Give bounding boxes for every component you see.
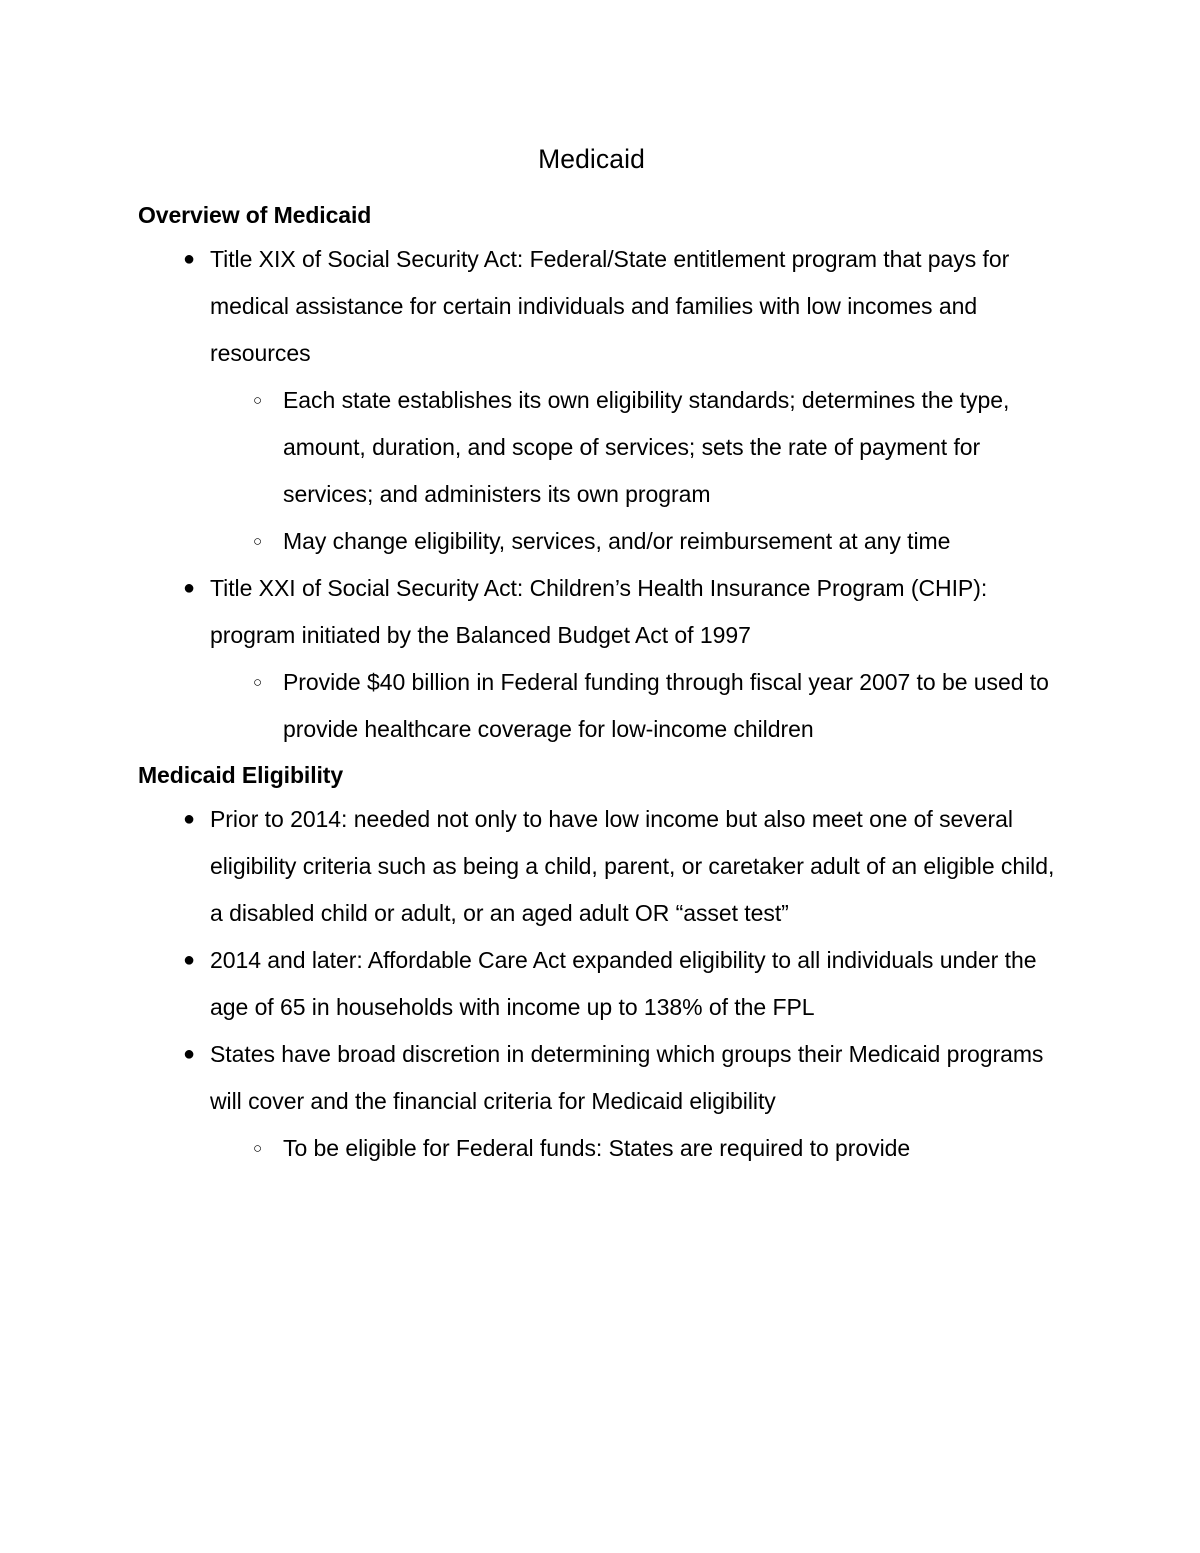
page-title: Medicaid	[538, 144, 645, 174]
sublist-container	[138, 1125, 1063, 1172]
sub-list-item-text: To be eligible for Federal funds: States are required to provide	[283, 1135, 911, 1161]
list-item-text: Title XIX of Social Security Act: Federal/State entitlement program that pays for medical assistance for certain individuals and families with low incomes and resources	[210, 246, 1010, 366]
list-item	[138, 796, 1063, 937]
bullet-circle-icon: ○	[253, 533, 263, 550]
bullet-circle-icon: ○	[253, 392, 263, 409]
section-heading-medicaid-eligibility: Medicaid Eligibility	[138, 762, 344, 788]
bullet-list-level2	[138, 377, 1063, 565]
list-item-text: States have broad discretion in determining which groups their Medicaid programs will cover and the financial criteria for Medicaid eligibility	[210, 1041, 1044, 1114]
list-item	[138, 937, 1063, 1031]
bullet-list-level2	[138, 1125, 1063, 1172]
list-item	[138, 565, 1063, 659]
sublist-container	[138, 659, 1063, 753]
sub-list-item-text: Provide $40 billion in Federal funding through fiscal year 2007 to be used to provide healthcare coverage for low-income children	[283, 669, 1049, 742]
bullet-list-level2	[138, 659, 1063, 753]
sub-list-item-text: May change eligibility, services, and/or reimbursement at any time	[283, 528, 951, 554]
bullet-disc-icon: ●	[183, 577, 196, 599]
sub-list-item	[138, 659, 1063, 753]
list-item-text: Prior to 2014: needed not only to have low income but also meet one of several eligibility criteria such as being a child, parent, or caretaker adult of an eligible child, a disabled child or adult, or an aged adult OR “asset test”	[210, 806, 1055, 926]
bullet-circle-icon: ○	[253, 674, 263, 691]
list-item-text: Title XXI of Social Security Act: Children’s Health Insurance Program (CHIP): program initiated by the Balanced Budget Act of 1997	[210, 575, 988, 648]
sub-list-item	[138, 377, 1063, 518]
bullet-disc-icon: ●	[183, 248, 196, 270]
bullet-list-level1	[138, 236, 1063, 753]
list-item-text: 2014 and later: Affordable Care Act expanded eligibility to all individuals under the age of 65 in households with income up to 138% of the FPL	[210, 947, 1037, 1020]
sub-list-item-text: Each state establishes its own eligibility standards; determines the type, amount, duration, and scope of services; sets the rate of payment for services; and administers its own program	[283, 387, 1010, 507]
sub-list-item	[138, 1125, 1063, 1172]
document-body	[138, 138, 1063, 1172]
bullet-disc-icon: ●	[183, 949, 196, 971]
sub-list-item	[138, 518, 1063, 565]
list-item	[138, 236, 1063, 377]
bullet-disc-icon: ●	[183, 1043, 196, 1065]
sublist-container	[138, 377, 1063, 565]
bullet-disc-icon: ●	[183, 808, 196, 830]
bullet-list-level1	[138, 796, 1063, 1172]
bullet-circle-icon: ○	[253, 1140, 263, 1157]
list-item	[138, 1031, 1063, 1125]
section-heading-overview-of-medicaid: Overview of Medicaid	[138, 202, 372, 228]
